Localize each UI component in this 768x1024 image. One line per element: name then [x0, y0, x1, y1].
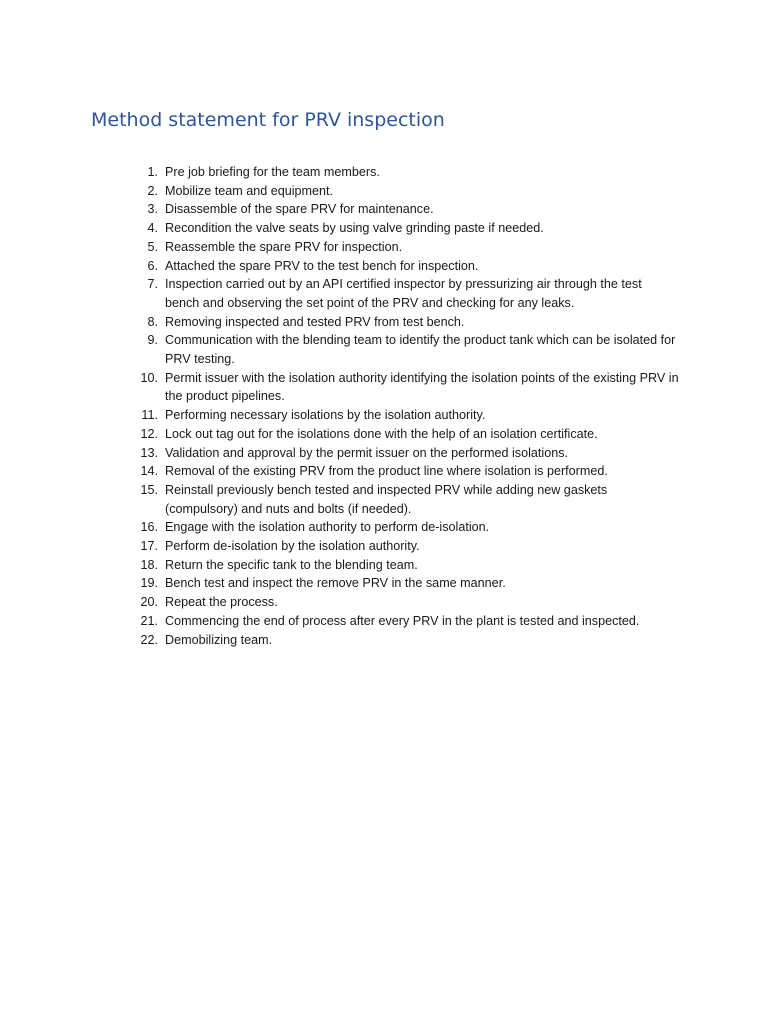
document-title: Method statement for PRV inspection [91, 109, 445, 131]
step-text: Engage with the isolation authority to perform de-isolation. [165, 520, 490, 535]
step-number: 16. [140, 520, 158, 535]
step-text: Attached the spare PRV to the test bench for inspection. [165, 258, 479, 273]
step-number: 5. [147, 239, 158, 254]
step-number: 21. [140, 613, 158, 628]
list-item [131, 631, 679, 650]
list-item [131, 182, 679, 201]
step-number: 2. [147, 183, 158, 198]
list-item [131, 163, 679, 182]
step-number: 22. [140, 632, 158, 647]
step-text: Removal of the existing PRV from the product line where isolation is performed. [165, 464, 608, 479]
list-item [131, 537, 679, 556]
step-text: Reassemble the spare PRV for inspection. [165, 239, 403, 254]
step-text: Reinstall previously bench tested and inspected PRV while adding new gaskets (compulsory) and nuts and bolts (if needed). [165, 482, 608, 516]
step-text: Recondition the valve seats by using valve grinding paste if needed. [165, 221, 544, 236]
step-text: Validation and approval by the permit issuer on the performed isolations. [165, 445, 568, 460]
step-text: Pre job briefing for the team members. [165, 165, 380, 179]
list-item [131, 425, 679, 444]
step-text: Commencing the end of process after every PRV in the plant is tested and inspected. [165, 613, 640, 628]
step-text: Repeat the process. [165, 595, 278, 610]
step-text: Perform de-isolation by the isolation authority. [165, 539, 420, 554]
step-text: Communication with the blending team to identify the product tank which can be isolated for PRV testing. [165, 333, 676, 367]
list-item [131, 612, 679, 631]
list-item [131, 257, 679, 276]
step-text: Lock out tag out for the isolations done with the help of an isolation certificate. [165, 426, 598, 441]
step-number: 11. [141, 408, 158, 423]
step-text: Permit issuer with the isolation authority identifying the isolation points of the existing PRV in the product pipelines. [165, 370, 679, 404]
step-text: Demobilizing team. [165, 632, 273, 647]
list-item [131, 481, 679, 518]
list-item [131, 369, 679, 406]
step-number: 4. [147, 221, 158, 236]
list-item [131, 275, 679, 312]
step-number: 13. [140, 445, 158, 460]
step-text: Disassemble of the spare PRV for maintenance. [165, 202, 434, 217]
step-number: 7. [147, 277, 158, 292]
step-text: Bench test and inspect the remove PRV in the same manner. [165, 576, 506, 591]
step-number: 17. [140, 539, 158, 554]
list-item [131, 444, 679, 463]
step-number: 12. [140, 426, 158, 441]
list-item [131, 593, 679, 612]
step-number: 1. [147, 165, 158, 179]
step-text: Removing inspected and tested PRV from test bench. [165, 314, 465, 329]
list-item [131, 219, 679, 238]
step-number: 8. [147, 314, 158, 329]
list-item [131, 238, 679, 257]
step-number: 9. [147, 333, 158, 348]
step-number: 14. [140, 464, 158, 479]
step-text: Return the specific tank to the blending team. [165, 557, 418, 572]
list-item [131, 518, 679, 537]
step-number: 3. [147, 202, 158, 217]
list-item [131, 556, 679, 575]
steps-list [131, 163, 679, 649]
list-item [131, 574, 679, 593]
step-text: Mobilize team and equipment. [165, 183, 334, 198]
list-item [131, 406, 679, 425]
step-number: 15. [140, 482, 158, 497]
step-number: 6. [147, 258, 158, 273]
list-item [131, 313, 679, 332]
step-number: 20. [140, 595, 158, 610]
step-text: Performing necessary isolations by the isolation authority. [165, 408, 486, 423]
step-number: 18. [140, 557, 158, 572]
step-text: Inspection carried out by an API certified inspector by pressurizing air through the test bench and observing the set point of the PRV and checking for any leaks. [165, 277, 642, 310]
list-item [131, 462, 679, 481]
list-item [131, 200, 679, 219]
step-number: 10. [140, 370, 158, 385]
list-item [131, 331, 679, 368]
step-number: 19. [140, 576, 158, 591]
